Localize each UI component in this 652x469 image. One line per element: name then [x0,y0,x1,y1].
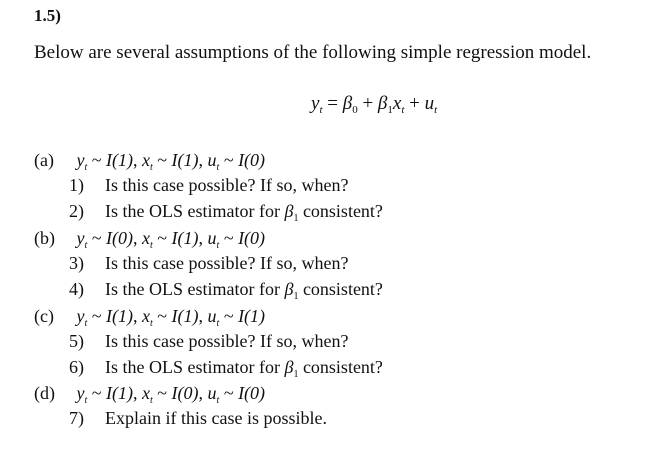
regression-equation [311,93,437,116]
question-text: Is this case possible? If so, when? [105,253,349,273]
case-label: (d) [34,383,55,403]
eq-x: x [392,93,402,114]
question-text: Is this case possible? If so, when? [105,331,349,351]
case-assumption: $y_t$ ~ I(1), $x_t$ ~ I(1), $u_t$ ~ I(0) [76,150,266,173]
question-text-after: consistent? [302,357,383,377]
beta-symbol: β [284,279,294,299]
eq-y: y [311,93,320,114]
question-text: Is this case possible? If so, when? [105,175,349,195]
eq-plus-2: + [404,93,425,114]
eq-x-sub: t [401,104,405,116]
question-number: 6) [69,357,84,377]
case-d [34,383,265,406]
question-4: 4) Is the OLS estimator for $\beta_1$ consistent? [69,279,383,302]
question-3 [69,253,348,274]
question-number: 3) [69,253,84,273]
question-number: 5) [69,331,84,351]
eq-beta0: β [342,93,353,114]
eq-u-sub: t [434,104,438,116]
question-number: 7) [69,408,84,428]
eq-beta1: β [377,93,388,114]
beta-symbol: β [284,357,294,377]
case-b [34,228,265,251]
question-text-after: consistent? [302,279,383,299]
eq-plus-1: + [357,93,378,114]
question-6: 6) Is the OLS estimator for $\beta_1$ consistent? [69,357,383,380]
question-1 [69,175,348,196]
case-assumption: $y_t$ ~ I(0), $x_t$ ~ I(1), $u_t$ ~ I(0) [76,228,266,251]
question-7 [69,408,327,429]
case-label: (c) [34,306,54,326]
case-a [34,150,265,173]
question-number: 4) [69,279,84,299]
case-assumption: $y_t$ ~ I(1), $x_t$ ~ I(1), $u_t$ ~ I(1) [76,306,266,329]
beta-symbol: β [284,201,294,221]
question-2: 2) Is the OLS estimator for $\beta_1$ consistent? [69,201,383,224]
question-text: Is the OLS estimator for [105,357,280,377]
case-label: (a) [34,150,54,170]
question-5 [69,331,348,352]
eq-beta0-sub: 0 [352,104,358,116]
question-number: 1) [69,175,84,195]
eq-equals: = [322,93,343,114]
eq-y-sub: t [319,104,323,116]
question-number: 2) [69,201,84,221]
problem-number: 1.5) [34,6,61,25]
problem-intro: Below are several assumptions of the following simple regression model. [34,42,592,63]
question-text-after: consistent? [302,201,383,221]
question-text: Is the OLS estimator for [105,201,280,221]
question-text: Is the OLS estimator for [105,279,280,299]
case-assumption: $y_t$ ~ I(1), $x_t$ ~ I(0), $u_t$ ~ I(0) [76,383,266,406]
case-c [34,306,265,329]
eq-u: u [424,93,435,114]
case-label: (b) [34,228,55,248]
eq-beta1-sub: 1 [387,104,393,116]
question-text: Explain if this case is possible. [105,408,327,428]
